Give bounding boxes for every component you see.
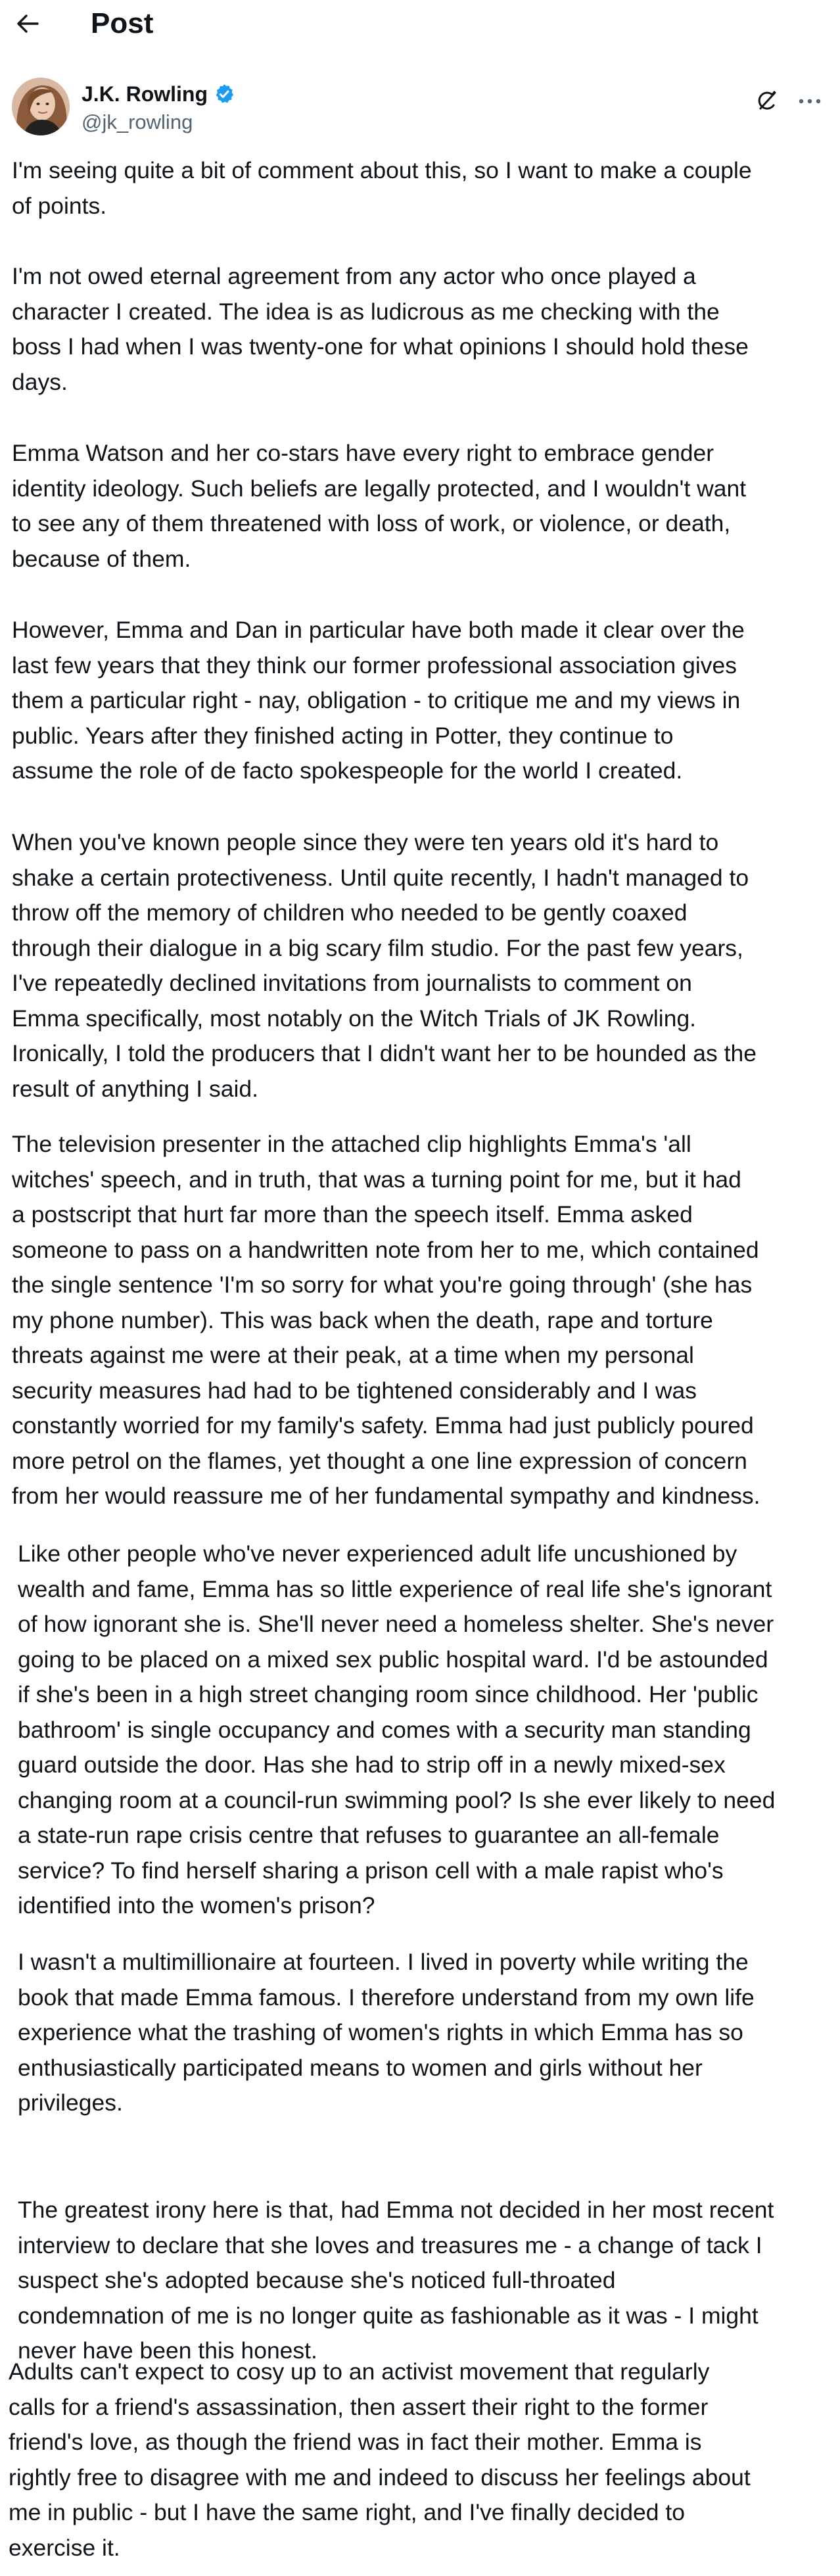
post-author — [12, 78, 827, 143]
post-paragraph-2: I'm not owed eternal agreement from any actor who once played a character I created. The idea is as ludicrous as me checking with the boss I had when I was twenty-one for what opinions I should hold these days. — [12, 263, 749, 395]
author-handle[interactable]: @jk_rowling — [82, 110, 193, 133]
post-paragraph-4: However, Emma and Dan in particular have both made it clear over the last few years that they think our former professional association gives them a particular right - nay, obligation - to critique me and my views in public. Years after they finished acting in Potter, they continue to assume the role of de facto spokespeople for the world I created. — [12, 617, 745, 784]
arrow-left-icon — [16, 14, 39, 34]
post-paragraph-1: I'm seeing quite a bit of comment about this, so I want to make a couple of points. — [12, 157, 752, 219]
post-paragraph-5: When you've known people since they were ten years old it's hard to shake a certain protectiveness. Until quite recently, I hadn't managed to throw off the memory of children who needed to be gently coaxed through their dialogue in a big scary film studio. For the past few years, I've repeatedly declined invitations from journalists to comment on Emma specifically, most notably on the Witch Trials of JK Rowling. Ironically, I told the producers that I didn't want her to be hounded as the result of anything I said. — [12, 829, 757, 1102]
author-name[interactable]: J.K. Rowling — [82, 82, 208, 106]
post-paragraph-10: Adults can't expect to cosy up to an activist movement that regularly calls for a friend's assassination, then assert their right to the former friend's love, as though the friend was in fact their mother. Emma is rightly free to disagree with me and indeed to discuss her feelings about me in public - but I have the same right, and I've finally decided to exercise it. — [9, 2358, 751, 2561]
more-horizontal-icon — [798, 98, 822, 105]
back-button[interactable] — [11, 7, 45, 41]
grok-button[interactable] — [749, 84, 783, 118]
avatar-image — [12, 78, 70, 135]
post-paragraph-7: Like other people who've never experienced adult life uncushioned by wealth and fame, Emma has so little experience of real life she's ignorant of how ignorant she is. She'll never need a homeless shelter. She's never going to be placed on a mixed sex public hospital ward. I'd be astounded if she's been in a high street changing room since childhood. Her 'public bathroom' is single occupancy and comes with a security man standing guard outside the door. Has she had to strip off in a newly mixed-sex changing room at a council-run swimming pool? Is she ever likely to need a state-run rape crisis centre that refuses to guarantee an all-female service? To find herself sharing a prison cell with a male rapist who's identified into the women's prison? — [18, 1540, 776, 1919]
post-paragraph-3: Emma Watson and her co-stars have every right to embrace gender identity ideology. Such beliefs are legally protected, and I wouldn't want to see any of them threatened with loss of work, or violence, or death, because of them. — [12, 440, 747, 572]
post-paragraph-8: I wasn't a multimillionaire at fourteen. I lived in poverty while writing the book that made Emma famous. I therefore understand from my own life experience what the trashing of women's rights in which Emma has so enthusiastically participated means to women and girls without her privileges. — [18, 1949, 755, 2116]
verified-badge-icon — [213, 83, 235, 105]
more-options-button[interactable] — [793, 84, 827, 118]
post-paragraph-6: The television presenter in the attached clip highlights Emma's 'all witches' speech, and in truth, that was a turning point for me, but it had a postscript that hurt far more than the speech itself. Emma asked someone to pass on a handwritten note from her to me, which contained the single sentence 'I'm so sorry for what you're going through' (she has my phone number). This was back when the death, rape and torture threats against me were at their peak, at a time when my personal security measures had had to be tightened considerably and I was constantly worried for my family's safety. Emma had just publicly poured more petrol on the flames, yet thought a one line expression of concern from her would reassure me of her fundamental sympathy and kindness. — [12, 1131, 760, 1509]
grok-icon — [755, 89, 778, 113]
page-title: Post — [91, 7, 154, 39]
top-bar — [0, 0, 840, 47]
author-name-row[interactable] — [82, 80, 235, 108]
avatar[interactable] — [12, 78, 70, 135]
post-paragraph-9: The greatest irony here is that, had Emma not decided in her most recent interview to declare that she loves and treasures me - a change of tack I suspect she's adopted because she's noticed full-throated condemnation of me is no longer quite as fashionable as it was - I might never have been this honest. — [18, 2197, 774, 2364]
